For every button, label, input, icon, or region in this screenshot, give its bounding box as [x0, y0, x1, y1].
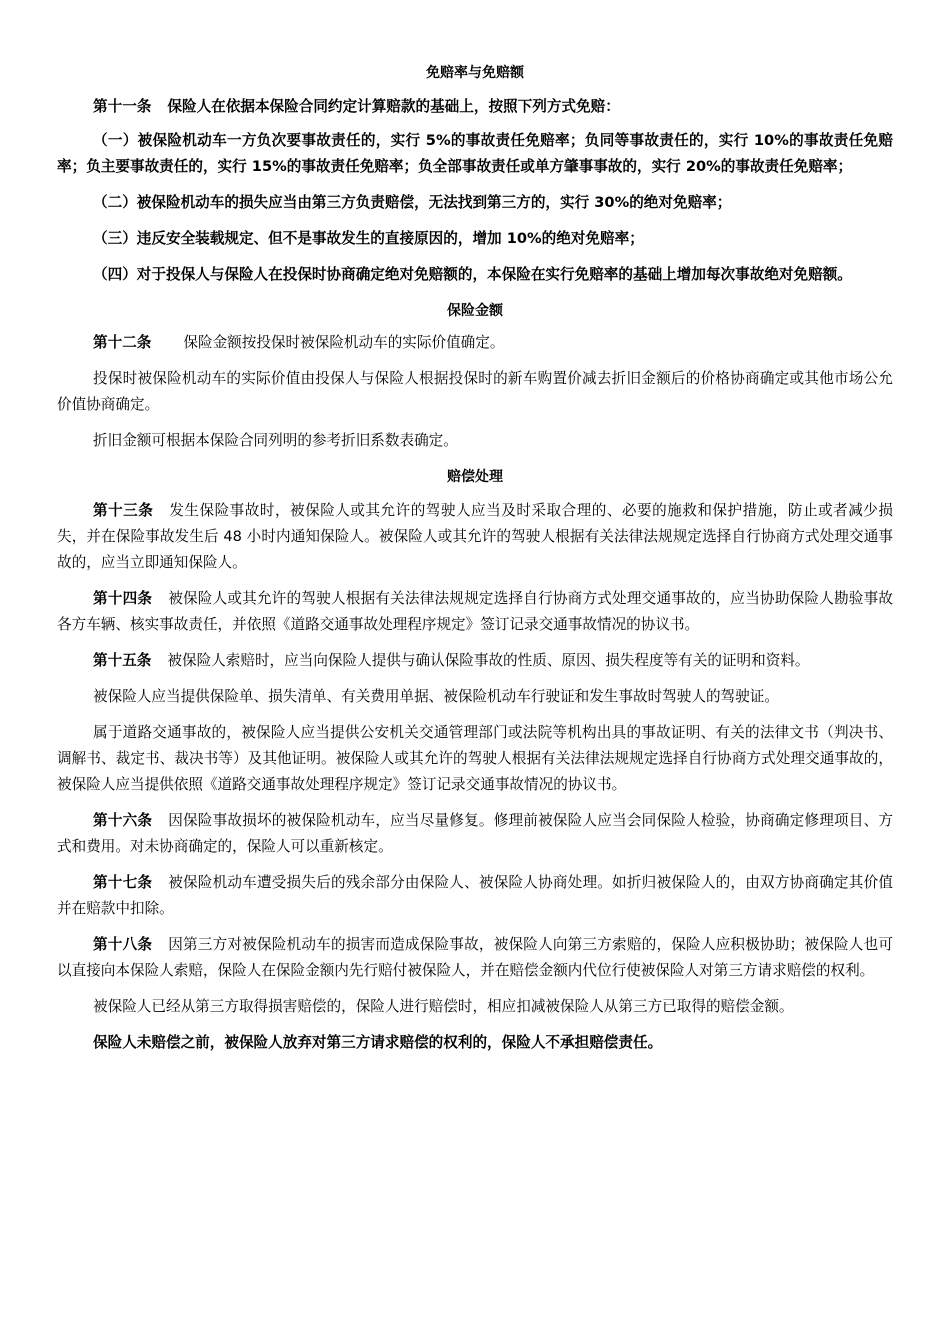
article-12-para-2: 投保时被保险机动车的实际价值由投保人与保险人根据投保时的新车购置价减去折旧金额后的价格协商确定或其他市场公允价值协商确定。 — [57, 370, 893, 413]
article-15-para-3: 属于道路交通事故的，被保险人应当提供公安机关交通管理部门或法院等机构出具的事故证明、有关的法律文书（判决书、调解书、裁定书、裁决书等）及其他证明。被保险人或其允许的驾驶人根据有关法律法规规定选择自行协商方式处理交通事故的，被保险人应当提供依照《道路交通事故处理程序规定》签订记录交通事故情况的协议书。 — [57, 724, 893, 793]
article-text: 因保险事故损坏的被保险机动车，应当尽量修复。修理前被保险人应当会同保险人检验，协商确定修理项目、方式和费用。对未协商确定的，保险人可以重新核定。 — [57, 812, 893, 855]
article-17 — [57, 870, 893, 922]
section-title-insured-amount: 保险金额 — [447, 303, 503, 319]
article-11-item-1: （一）被保险机动车一方负次要事故责任的，实行 5%的事故责任免赔率；负同等事故责任的，实行 10%的事故责任免赔率；负主要事故责任的，实行 15%的事故责任免赔率；负全部事故责任或单方肇事事故的，实行 20%的事故责任免赔率； — [57, 132, 893, 175]
article-number: 第十四条 — [93, 590, 153, 607]
article-15 — [57, 648, 893, 674]
article-number: 第十八条 — [93, 936, 153, 953]
article-number: 第十六条 — [93, 812, 153, 829]
article-12-para-3: 折旧金额可根据本保险合同列明的参考折旧系数表确定。 — [93, 432, 458, 449]
article-text: 保险人在依据本保险合同约定计算赔款的基础上，按照下列方式免赔： — [167, 98, 620, 115]
article-11-item-3: （三）违反安全装载规定、但不是事故发生的直接原因的，增加 10%的绝对免赔率； — [93, 230, 644, 247]
article-text: 因第三方对被保险机动车的损害而造成保险事故，被保险人向第三方索赔的，保险人应积极协助；被保险人也可以直接向本保险人索赔，保险人在保险金额内先行赔付被保险人，并在赔偿金额内代位行使被保险人对第三方请求赔偿的权利。 — [57, 936, 893, 979]
article-text: 保险金额按投保时被保险机动车的实际价值确定。 — [183, 334, 505, 351]
article-number: 第十七条 — [93, 874, 153, 891]
section-title-deductible: 免赔率与免赔额 — [426, 65, 524, 81]
article-number: 第十三条 — [93, 502, 154, 519]
article-15-para-2: 被保险人应当提供保险单、损失清单、有关费用单据、被保险机动车行驶证和发生事故时驾驶人的驾驶证。 — [93, 688, 779, 705]
article-number: 第十二条 — [93, 334, 152, 351]
article-number: 第十一条 — [93, 98, 152, 115]
document-page — [57, 62, 893, 1056]
section-title-claims: 赔偿处理 — [447, 469, 503, 485]
article-text: 被保险人索赔时，应当向保险人提供与确认保险事故的性质、原因、损失程度等有关的证明和资料。 — [167, 652, 810, 669]
article-text: 被保险人或其允许的驾驶人根据有关法律法规规定选择自行协商方式处理交通事故的，应当协助保险人勘验事故各方车辆、核实事故责任，并依照《道路交通事故处理程序规定》签订记录交通事故情况的协议书。 — [57, 590, 893, 633]
article-12 — [57, 330, 893, 356]
article-16 — [57, 808, 893, 860]
article-11 — [57, 94, 893, 120]
article-11-item-4: （四）对于投保人与保险人在投保时协商确定绝对免赔额的，本保险在实行免赔率的基础上增加每次事故绝对免赔额。 — [93, 266, 852, 283]
article-18 — [57, 932, 893, 984]
article-18-para-3: 保险人未赔偿之前，被保险人放弃对第三方请求赔偿的权利的，保险人不承担赔偿责任。 — [93, 1034, 663, 1051]
article-13 — [57, 498, 893, 576]
article-number: 第十五条 — [93, 652, 152, 669]
article-11-item-2: （二）被保险机动车的损失应当由第三方负责赔偿，无法找到第三方的，实行 30%的绝对免赔率； — [93, 194, 732, 211]
article-14 — [57, 586, 893, 638]
article-18-para-2: 被保险人已经从第三方取得损害赔偿的，保险人进行赔偿时，相应扣减被保险人从第三方已取得的赔偿金额。 — [93, 998, 794, 1015]
article-text: 发生保险事故时，被保险人或其允许的驾驶人应当及时采取合理的、必要的施救和保护措施，防止或者减少损失，并在保险事故发生后 48 小时内通知保险人。被保险人或其允许的驾驶人根据有关法律法规规定选择自行协商方式处理交通事故的，应当立即通知保险人。 — [57, 502, 893, 571]
article-text: 被保险机动车遭受损失后的残余部分由保险人、被保险人协商处理。如折归被保险人的，由双方协商确定其价值并在赔款中扣除。 — [57, 874, 893, 917]
